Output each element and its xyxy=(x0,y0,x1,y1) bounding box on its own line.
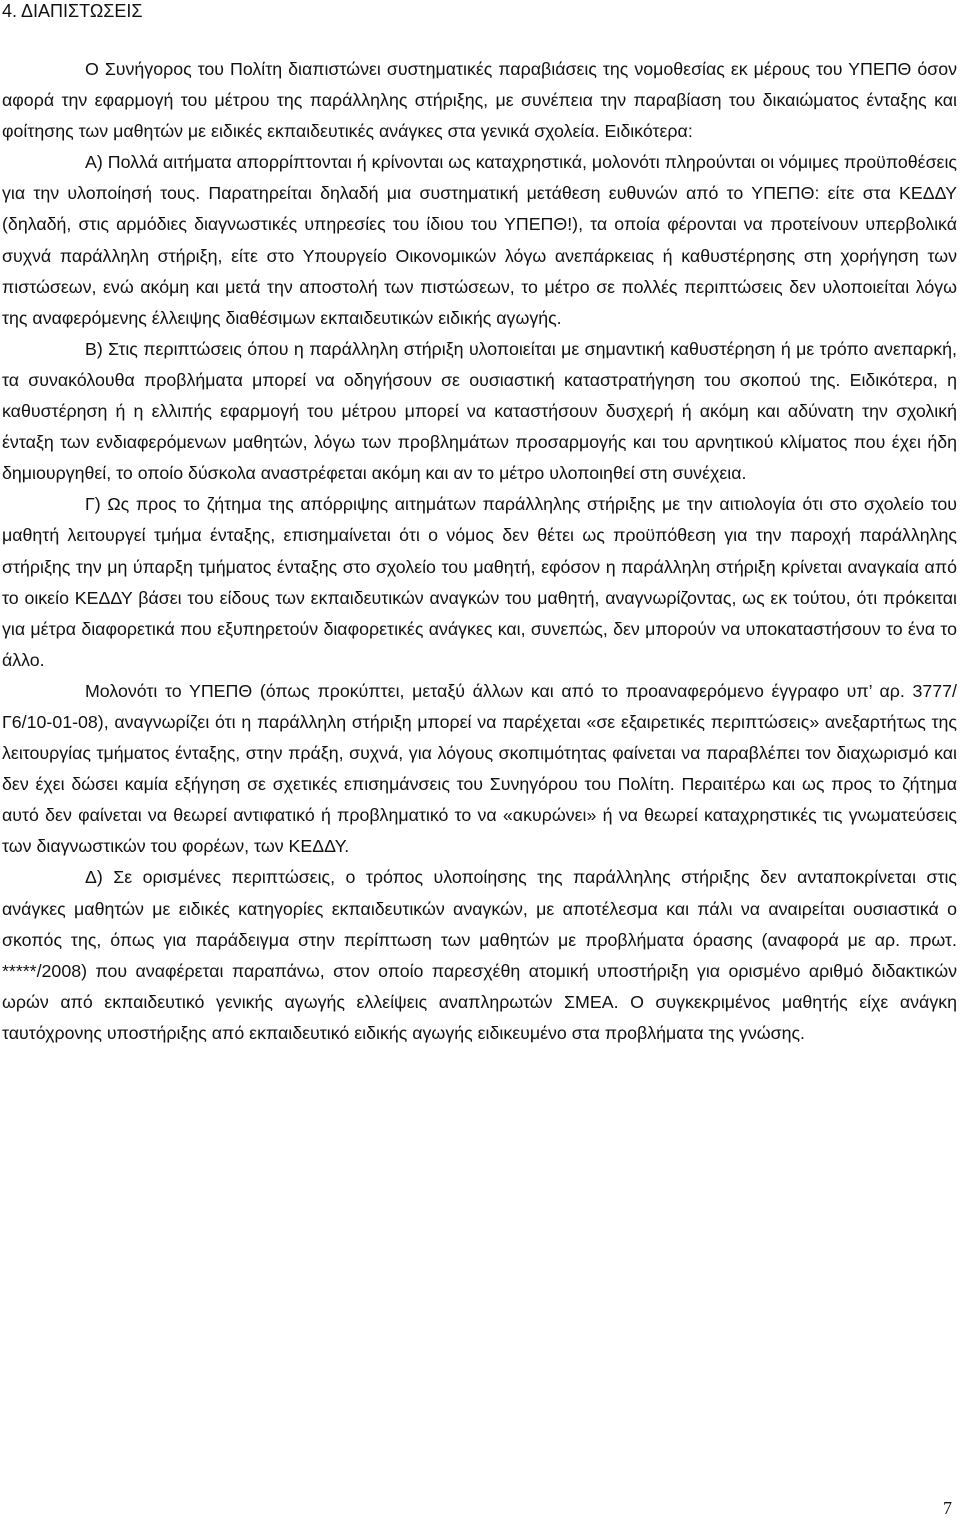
paragraph-d: Δ) Σε ορισμένες περιπτώσεις, ο τρόπος υλοποίησης της παράλληλης στήριξης δεν ανταποκρίνεται στις ανάγκες μαθητών με ειδικές κατηγορίες εκπαιδευτικών αναγκών, με αποτέλεσμα και πάλι να αναιρείται ουσιαστικά ο σκοπός της, όπως για παράδειγμα στην περίπτωση των μαθητών με προβλήματα όρασης (αναφορά με αρ. πρωτ. *****/2008) που αναφέρεται παραπάνω, στον οποίο παρεσχέθη ατομική υποστήριξη για ορισμένο αριθμό διδακτικών ωρών από εκπαιδευτικό γενικής αγωγής ελλείψεις αναπληρωτών ΣΜΕΑ. Ο συγκεκριμένος μαθητής είχε ανάγκη ταυτόχρονης υποστήριξης από εκπαιδευτικό ειδικής αγωγής ειδικευμένο στα προβλήματα της γνώσης. xyxy=(2,867,957,1043)
paragraph-c: Γ) Ως προς το ζήτημα της απόρριψης αιτημάτων παράλληλης στήριξης με την αιτιολογία ότι στο σχολείο του μαθητή λειτουργεί τμήμα ένταξης, επισημαίνεται ότι ο νόμος δεν θέτει ως προϋπόθεση για την παροχή παράλληλης στήριξης την μη ύπαρξη τμήματος ένταξης στο σχολείο του μαθητή, εφόσον η παράλληλη στήριξη κρίνεται αναγκαία από το οικείο ΚΕΔΔΥ βάσει του είδους των εκπαιδευτικών αναγκών του μαθητή, αναγνωρίζοντας, ως εκ τούτου, ότι πρόκειται για μέτρα διαφορετικά που εξυπηρετούν διαφορετικές ανάγκες και, συνεπώς, δεν μπορούν να υποκαταστήσουν το ένα το άλλο. xyxy=(2,494,957,670)
page-number: 7 xyxy=(943,1498,952,1518)
section-heading: 4. ΔΙΑΠΙΣΤΩΣΕΙΣ xyxy=(2,1,143,21)
document-body xyxy=(2,54,957,1049)
paragraph-b: Β) Στις περιπτώσεις όπου η παράλληλη στήριξη υλοποιείται με σημαντική καθυστέρηση ή με τρόπο ανεπαρκή, τα συνακόλουθα προβλήματα μπορεί να οδηγήσουν σε ουσιαστική καταστρατήγηση του σκοπού της. Ειδικότερα, η καθυστέρηση ή η ελλιπής εφαρμογή του μέτρου μπορεί να καταστήσουν δυσχερή ή ακόμη και αδύνατη την σχολική ένταξη των ενδιαφερόμενων μαθητών, λόγω των προβλημάτων προσαρμογής και του αρνητικού κλίματος που έχει ήδη δημιουργηθεί, το οποίο δύσκολα αναστρέφεται ακόμη και αν το μέτρο υλοποιηθεί στη συνέχεια. xyxy=(2,338,957,484)
paragraph-a: Α) Πολλά αιτήματα απορρίπτονται ή κρίνονται ως καταχρηστικά, μολονότι πληρούνται οι νόμιμες προϋποθέσεις για την υλοποίησή τους. Παρατηρείται δηλαδή μια συστηματική μετάθεση ευθυνών από το ΥΠΕΠΘ: είτε στα ΚΕΔΔΥ (δηλαδή, στις αρμόδιες διαγνωστικές υπηρεσίες του ίδιου του ΥΠΕΠΘ!), τα οποία φέρονται να προτείνουν υπερβολικά συχνά παράλληλη στήριξη, είτε στο Υπουργείο Οικονομικών λόγω ανεπάρκειας ή καθυστέρησης στη χορήγηση των πιστώσεων, ενώ ακόμη και μετά την αποστολή των πιστώσεων, το μέτρο σε πολλές περιπτώσεις δεν υλοποιείται λόγω της αναφερόμενης έλλειψης διαθέσιμων εκπαιδευτικών ειδικής αγωγής. xyxy=(2,152,957,328)
paragraph-intro: Ο Συνήγορος του Πολίτη διαπιστώνει συστηματικές παραβιάσεις της νομοθεσίας εκ μέρους του ΥΠΕΠΘ όσον αφορά την εφαρμογή του μέτρου της παράλληλης στήριξης, με συνέπεια την παραβίαση του δικαιώματος ένταξης και φοίτησης των μαθητών με ειδικές εκπαιδευτικές ανάγκες στα γενικά σχολεία. Ειδικότερα: xyxy=(2,59,957,142)
paragraph-c-continued: Μολονότι το ΥΠΕΠΘ (όπως προκύπτει, μεταξύ άλλων και από το προαναφερόμενο έγγραφο υπ’ αρ. 3777/Γ6/10-01-08), αναγνωρίζει ότι η παράλληλη στήριξη μπορεί να παρέχεται «σε εξαιρετικές περιπτώσεις» ανεξαρτήτως της λειτουργίας τμήματος ένταξης, στην πράξη, συχνά, για λόγους σκοπιμότητας φαίνεται να παραβλέπει τον διαχωρισμό και δεν έχει δώσει καμία εξήγηση σε σχετικές επισημάνσεις του Συνηγόρου του Πολίτη. Περαιτέρω και ως προς το ζήτημα αυτό δεν φαίνεται να θεωρεί αντιφατικό ή προβληματικό το να «ακυρώνει» ή να θεωρεί καταχρηστικές τις γνωματεύσεις των διαγνωστικών του φορέων, των ΚΕΔΔΥ. xyxy=(2,680,957,857)
